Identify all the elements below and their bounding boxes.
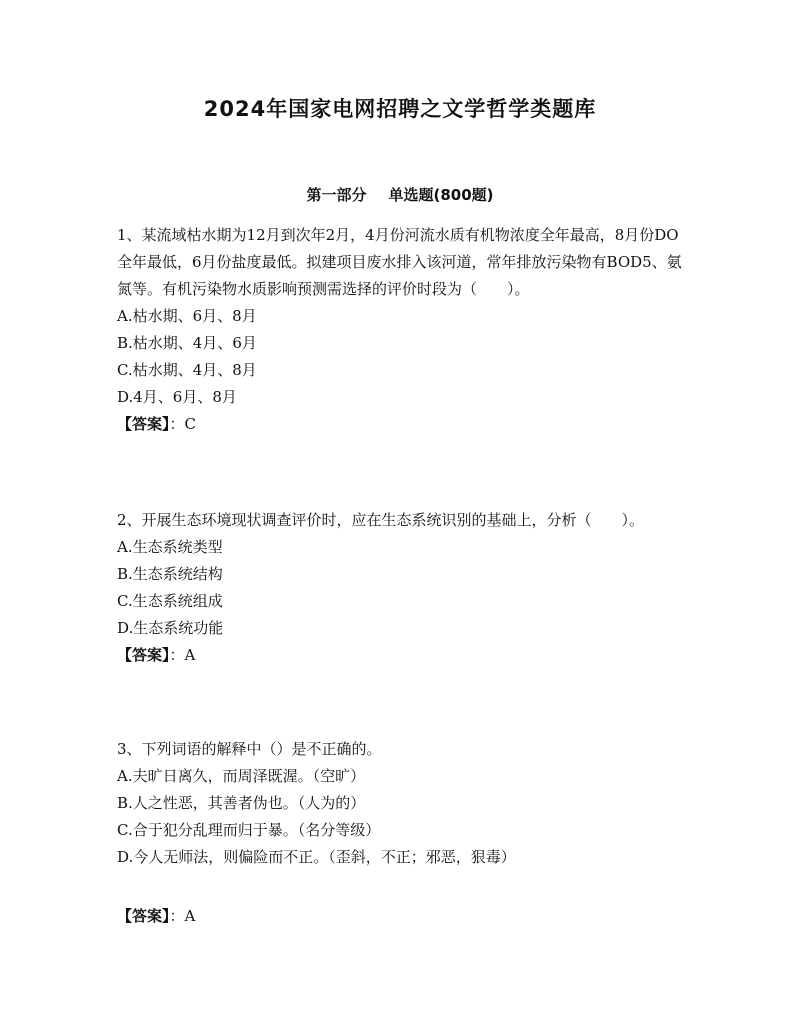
document-title: 2024年国家电网招聘之文学哲学类题库	[203, 97, 597, 121]
section-heading	[0, 184, 800, 205]
option-d: D.今人无师法，则偏险而不正。（歪斜，不正；邪恶，狠毒）	[117, 848, 516, 866]
option-a: A.枯水期、6月、8月	[117, 307, 257, 325]
option-c: C.合于犯分乱理而归于暴。（名分等级）	[117, 821, 381, 839]
answer-value: ：A	[169, 907, 196, 925]
question-stem: 1、某流域枯水期为12月到次年2月，4月份河流水质有机物浓度全年最高，8月份DO全年最低，6月份盐度最低。拟建项目废水排入该河道，常年排放污染物有BOD5、氨氮等。有机污染物水质影响预测需选择的评价时段为（ ）。	[117, 226, 682, 298]
answer-line	[117, 642, 689, 669]
question-stem: 3、下列词语的解释中（）是不正确的。	[117, 740, 382, 758]
section-name: 单选题(800题)	[388, 186, 494, 204]
question-3	[117, 736, 689, 871]
question-2	[117, 507, 689, 669]
option-a: A.生态系统类型	[117, 538, 223, 556]
answer-line	[117, 903, 195, 930]
option-b: B.人之性恶，其善者伪也。（人为的）	[117, 794, 366, 812]
question-1	[117, 222, 689, 438]
option-d: D.生态系统功能	[117, 619, 224, 637]
answer-value: ：A	[169, 646, 196, 664]
option-b: B.生态系统结构	[117, 565, 223, 583]
answer-label: 【答案】	[117, 415, 170, 433]
answer-label: 【答案】	[117, 646, 170, 664]
option-c: C.生态系统组成	[117, 592, 223, 610]
option-d: D.4月、6月、8月	[117, 388, 237, 406]
option-a: A.夫旷日离久，而周泽既渥。（空旷）	[117, 767, 366, 785]
section-part: 第一部分	[306, 186, 367, 204]
option-c: C.枯水期、4月、8月	[117, 361, 257, 379]
question-stem: 2、开展生态环境现状调查评价时，应在生态系统识别的基础上，分析（ ）。	[117, 511, 645, 529]
answer-value: ：C	[169, 415, 196, 433]
option-b: B.枯水期、4月、6月	[117, 334, 257, 352]
answer-label: 【答案】	[117, 907, 170, 925]
answer-line	[117, 411, 689, 438]
